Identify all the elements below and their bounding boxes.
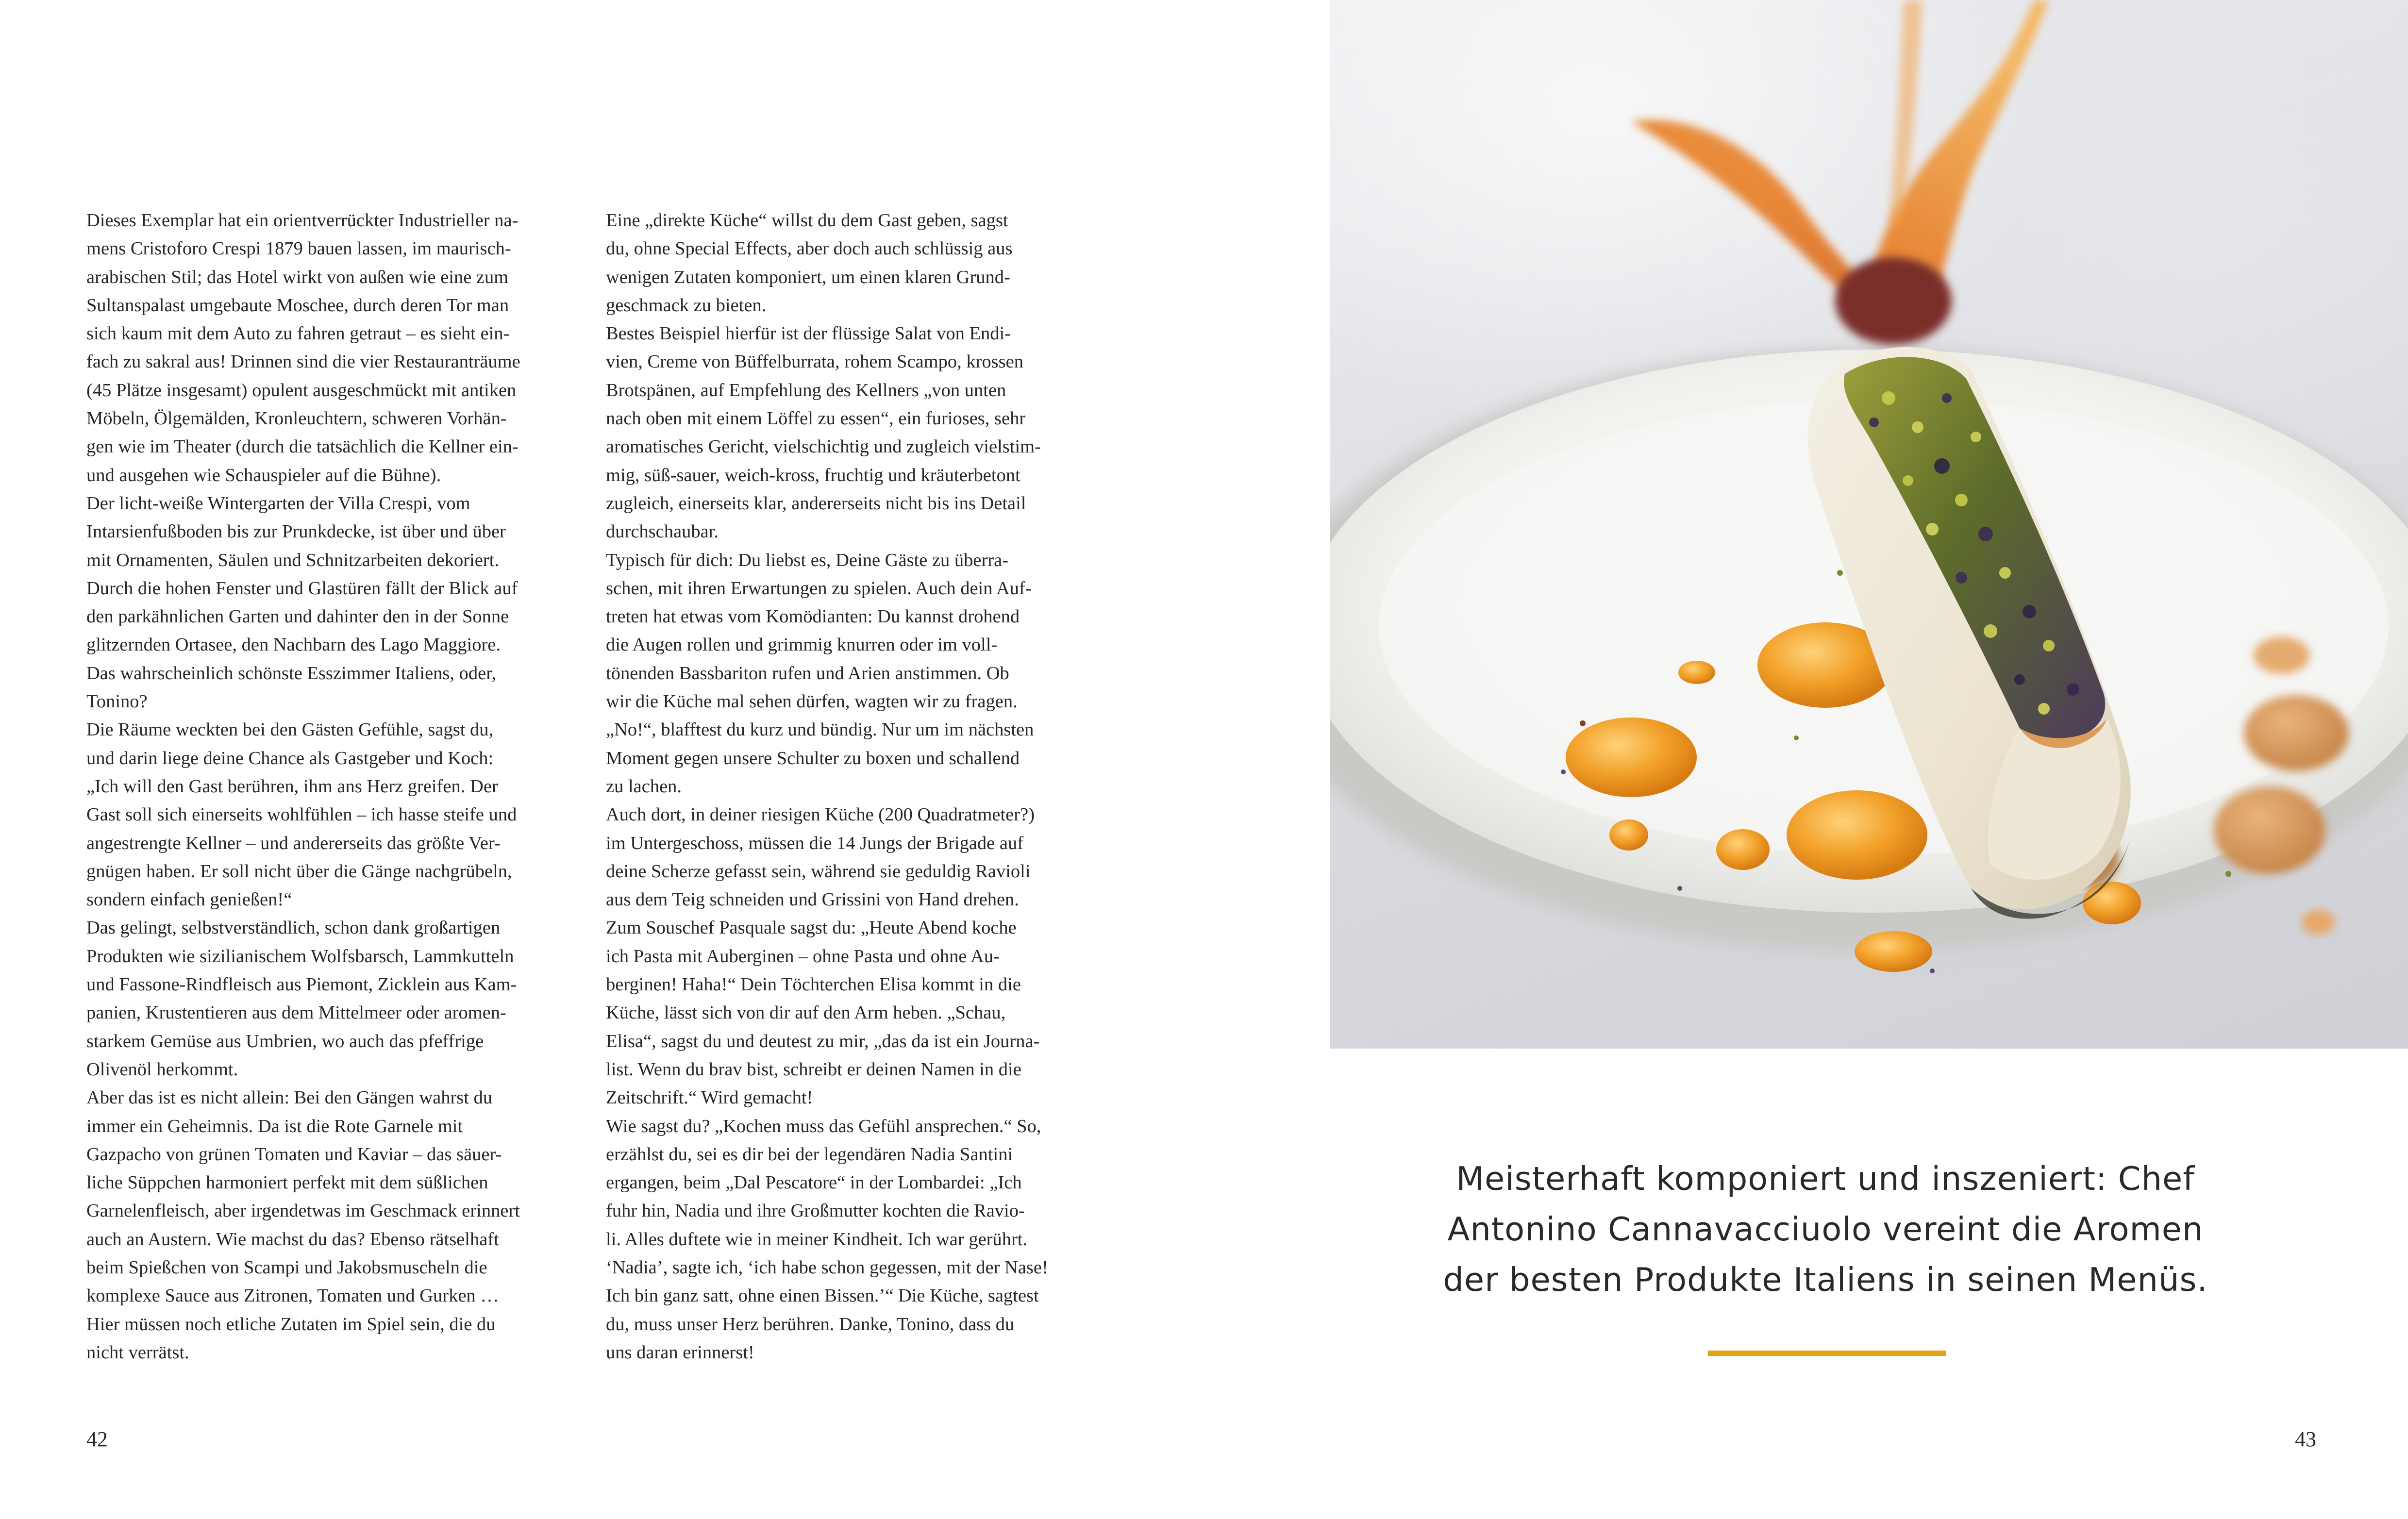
food-photo <box>1330 0 2408 1049</box>
text-column-right: Eine „direkte Küche“ willst du dem Gast geben, sagst du, ohne Special Effects, aber doch auch schlüssig aus wenigen Zutaten komponiert, um einen klaren Grund- geschmack zu bieten. Bestes Beispiel hierfür ist der flüssige Salat von Endi- vien, Creme von Büffelburrata, rohem Scampo, krossen Brotspänen, auf Empfehlung des Kellners „von unten nach oben mit einem Löffel zu essen“, ein furioses, sehr aromatisches Gericht, vielschichtig und zugleich vielstim- mig, süß-sauer, weich-kross, fruchtig und kräuterbetont zugleich, einerseits klar, andererseits nicht bis ins Detail durchschaubar. Typisch für dich: Du liebst es, Deine Gäste zu überra- schen, mit ihren Erwartungen zu spielen. Auch dein Auf- treten hat etwas vom Komödianten: Du kannst drohend die Augen rollen und grimmig knurren oder im voll- tönenden Bassbariton rufen und Arien anstimmen. Ob wir die Küche mal sehen dürfen, wagten wir zu fragen. „No!“, blafftest du kurz und bündig. Nur um im nächsten Moment gegen unsere Schulter zu boxen und schallend zu lachen. Auch dort, in deiner riesigen Küche (200 Quadratmeter?) im Untergeschoss, müssen die 14 Jungs der Brigade auf deine Scherze gefasst sein, während sie geduldig Ravioli aus dem Teig schneiden und Grissini von Hand drehen. Zum Souschef Pasquale sagst du: „Heute Abend koche ich Pasta mit Auberginen – ohne Pasta und ohne Au- berginen! Haha!“ Dein Töchterchen Elisa kommt in die Küche, lässt sich von dir auf den Arm heben. „Schau, Elisa“, sagst du und deutest zu mir, „das da ist ein Journa- list. Wenn du brav bist, schreibt er deinen Namen in die Zeitschrift.“ Wird gemacht! Wie sagst du? „Kochen muss das Gefühl ansprechen.“ So, erzählst du, sei es dir bei der legendären Nadia Santini ergangen, beim „Dal Pescatore“ in der Lombardei: „Ich fuhr hin, Nadia und ihre Großmutter kochten die Ravio- li. Alles duftete wie in meiner Kindheit. Ich war gerührt. ‘Nadia’, sagte ich, ‘ich habe schon gegessen, mit der Nase! Ich bin ganz satt, ohne einen Bissen.’“ Die Küche, sagtest du, muss unser Herz berühren. Danke, Tonino, dass du uns daran erinnerst! <box>606 210 1048 1363</box>
text-column-left: Dieses Exemplar hat ein orientverrückter Industrieller na- mens Cristoforo Crespi 1879 bauen lassen, im maurisch- arabischen Stil; das Hotel wirkt von außen wie eine zum Sultanspalast umgebaute Moschee, durch deren Tor man sich kaum mit dem Auto zu fahren getraut – es sieht ein- fach zu sakral aus! Drinnen sind die vier Restauranträume (45 Plätze insgesamt) opulent ausgeschmückt mit antiken Möbeln, Ölgemälden, Kronleuchtern, schweren Vorhän- gen wie im Theater (durch die tatsächlich die Kellner ein- und ausgehen wie Schauspieler auf die Bühne). Der licht-weiße Wintergarten der Villa Crespi, vom Intarsienfußboden bis zur Prunkdecke, ist über und über mit Ornamenten, Säulen und Schnitzarbeiten dekoriert. Durch die hohen Fenster und Glastüren fällt der Blick auf den parkähnlichen Garten und dahinter den in der Sonne glitzernden Ortasee, den Nachbarn des Lago Maggiore. Das wahrscheinlich schönste Esszimmer Italiens, oder, Tonino? Die Räume weckten bei den Gästen Gefühle, sagst du, und darin liege deine Chance als Gastgeber und Koch: „Ich will den Gast berühren, ihm ans Herz greifen. Der Gast soll sich einerseits wohlfühlen – ich hasse steife und angestrengte Kellner – und andererseits das größte Ver- gnügen haben. Er soll nicht über die Gänge nachgrübeln, sondern einfach genießen!“ Das gelingt, selbstverständlich, schon dank großartigen Produkten wie sizilianischem Wolfsbarsch, Lammkutteln und Fassone-Rindfleisch aus Piemont, Zicklein aus Kam- panien, Krustentieren aus dem Mittelmeer oder aromen- starkem Gemüse aus Umbrien, wo auch das pfeffrige Olivenöl herkommt. Aber das ist es nicht allein: Bei den Gängen wahrst du immer ein Geheimnis. Da ist die Rote Garnele mit Gazpacho von grünen Tomaten und Kaviar – das säuer- liche Süppchen harmoniert perfekt mit dem süßlichen Garnelenfleisch, aber irgendetwas im Geschmack erinnert auch an Austern. Wie machst du das? Ebenso rätselhaft beim Spießchen von Scampi und Jakobsmuscheln die komplexe Sauce aus Zitronen, Tomaten und Gurken … Hier müssen noch etliche Zutaten im Spiel sein, die du nicht verrätst. <box>86 210 520 1363</box>
caption-accent-rule <box>1708 1351 1946 1356</box>
photo-caption: Meisterhaft komponiert und inszeniert: Chef Antonino Cannavacciuolo vereint die Aromen der besten Produkte Italiens in seinen Menüs. <box>1443 1160 2208 1299</box>
food-photo-illustration <box>1330 0 2408 1049</box>
page-number-right: 43 <box>2295 1427 2316 1451</box>
page-number-left: 42 <box>86 1427 108 1451</box>
